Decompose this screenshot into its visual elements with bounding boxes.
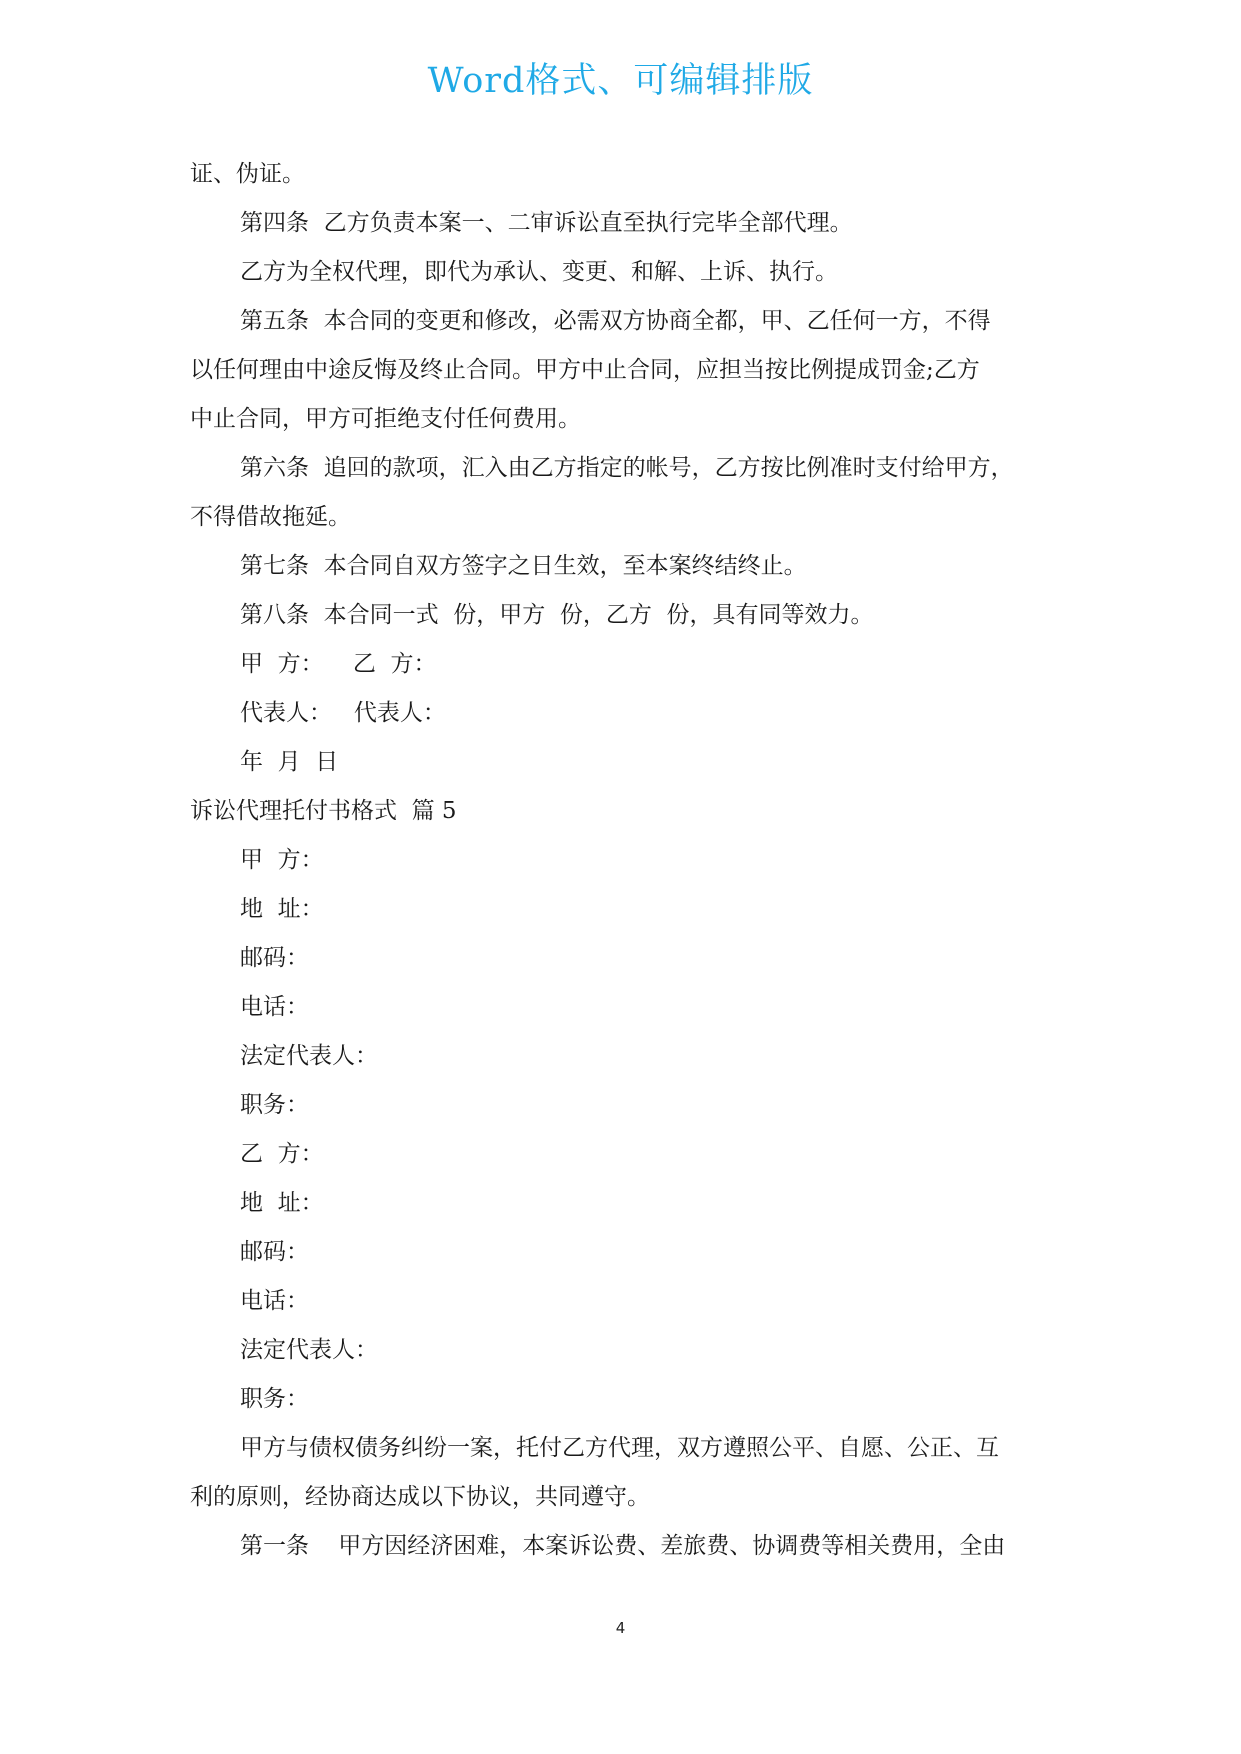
text-line: 地 址： xyxy=(240,896,324,922)
text-line: 甲 方： 乙 方： xyxy=(240,651,437,677)
text-line: 乙 方： xyxy=(240,1141,324,1167)
text-line: 第四条 乙方负责本案一、二审诉讼直至执行完毕全部代理。 xyxy=(240,210,853,236)
text-line: 中止合同，甲方可拒绝支付任何费用。 xyxy=(190,406,581,432)
text-line: 地 址： xyxy=(240,1190,324,1216)
text-line: 第八条 本合同一式 份，甲方 份，乙方 份，具有同等效力。 xyxy=(240,602,874,628)
text-line: 职务： xyxy=(240,1386,309,1412)
text-line: 第五条 本合同的变更和修改，必需双方协商全都，甲、乙任何一方，不得 xyxy=(240,308,991,334)
text-line: 以任何理由中途反悔及终止合同。甲方中止合同，应担当按比例提成罚金;乙方 xyxy=(190,357,980,383)
text-line: 法定代表人： xyxy=(240,1337,378,1363)
text-line: 甲 方： xyxy=(240,847,324,873)
text-line: 诉讼代理托付书格式 篇 5 xyxy=(190,798,457,824)
text-line: 年 月 日 xyxy=(240,749,339,775)
text-line: 证、伪证。 xyxy=(190,161,305,187)
page-number: 4 xyxy=(615,1619,626,1637)
text-line: 第一条 甲方因经济困难，本案诉讼费、差旅费、协调费等相关费用，全由 xyxy=(240,1533,1006,1559)
text-line: 不得借故拖延。 xyxy=(190,504,351,530)
text-line: 利的原则，经协商达成以下协议，共同遵守。 xyxy=(190,1484,650,1510)
text-line: 电话： xyxy=(240,994,309,1020)
text-line: 电话： xyxy=(240,1288,309,1314)
text-line: 第六条 追回的款项，汇入由乙方指定的帐号，乙方按比例准时支付给甲方， xyxy=(240,455,1014,481)
text-line: 甲方与债权债务纠纷一案，托付乙方代理，双方遵照公平、自愿、公正、互 xyxy=(240,1435,999,1461)
document-body xyxy=(190,150,1060,1571)
text-line: 代表人： 代表人： xyxy=(240,700,446,726)
text-line: 法定代表人： xyxy=(240,1043,378,1069)
text-line: 职务： xyxy=(240,1092,309,1118)
document-header-title: Word格式、可编辑排版 xyxy=(427,61,814,101)
text-line: 邮码： xyxy=(240,1239,309,1265)
text-line: 乙方为全权代理，即代为承认、变更、和解、上诉、执行。 xyxy=(240,259,838,285)
text-line: 邮码： xyxy=(240,945,309,971)
text-line: 第七条 本合同自双方签字之日生效，至本案终结终止。 xyxy=(240,553,807,579)
